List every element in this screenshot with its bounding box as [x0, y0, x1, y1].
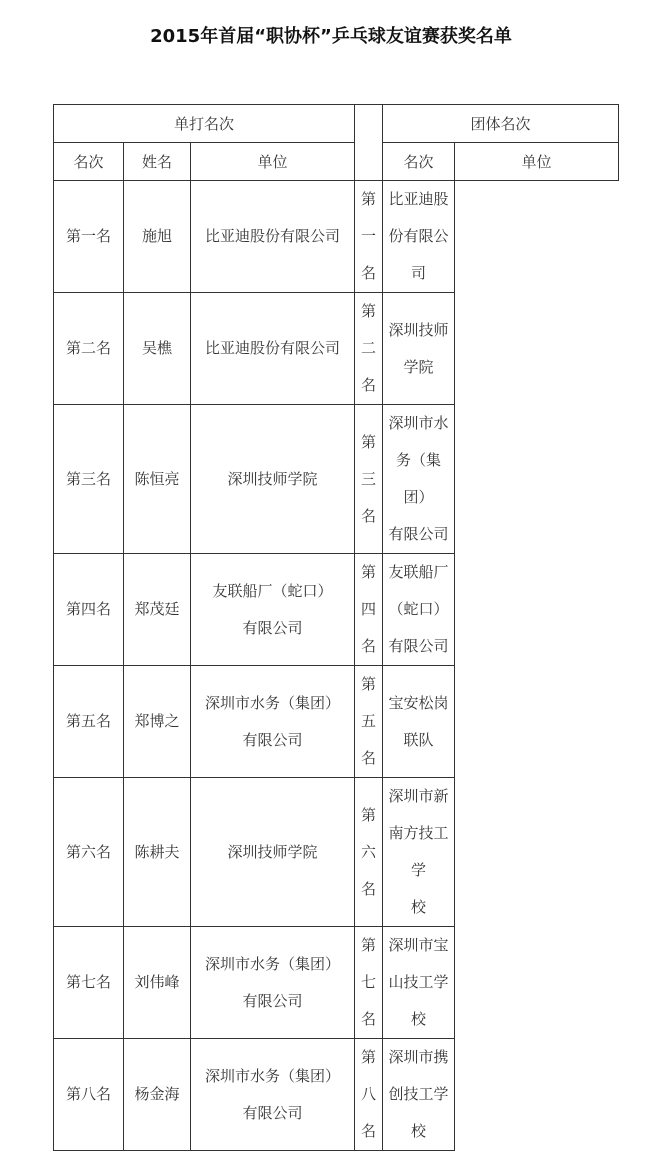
team-rank-cell [355, 927, 383, 1039]
cell-line: 第二名 [361, 302, 377, 394]
single-unit-cell [191, 293, 355, 405]
team-rank-cell [355, 666, 383, 778]
cell-line: 深圳市携创技工学校 [388, 1048, 449, 1140]
team-unit-header: 单位 [455, 143, 619, 181]
cell-line-2: 有限公司 [388, 525, 449, 543]
table-row [54, 1039, 619, 1151]
single-rank-header: 名次 [54, 143, 124, 181]
cell-line: 第六名 [361, 805, 377, 898]
cell-line: 第三名 [361, 432, 377, 525]
cell-line: 深圳市水务（集团） [205, 693, 341, 712]
cell-line: 比亚迪股份有限公司 [388, 190, 449, 282]
single-rank-cell [54, 778, 124, 927]
single-name-cell [124, 778, 191, 927]
column-divider [355, 105, 383, 181]
cell-line-2: 有限公司 [242, 1103, 303, 1122]
table-row [54, 778, 619, 927]
single-rank-cell [54, 293, 124, 405]
cell-line: 第四名 [361, 563, 377, 655]
cell-line: 第四名 [65, 600, 111, 618]
team-rank-cell [355, 1039, 383, 1151]
team-rank-cell [355, 778, 383, 927]
cell-line: 深圳市水务（集团） [205, 1066, 341, 1085]
cell-line: 第三名 [65, 469, 111, 488]
section-header-row [54, 105, 619, 143]
single-name-cell [124, 666, 191, 778]
team-unit-cell [383, 554, 455, 666]
cell-line: 宝安松岗联队 [388, 693, 449, 749]
table-row [54, 666, 619, 778]
single-name-header: 姓名 [124, 143, 191, 181]
single-rank-cell [54, 666, 124, 778]
cell-line: 杨金海 [134, 1085, 180, 1103]
single-rank-cell [54, 554, 124, 666]
cell-line: 比亚迪股份有限公司 [205, 339, 341, 357]
cell-line: 深圳技师学院 [227, 842, 318, 861]
single-unit-cell [191, 927, 355, 1039]
single-rank-cell [54, 405, 124, 554]
page-title: 2015年首届“职协杯”乒乓球友谊赛获奖名单 [150, 26, 512, 47]
cell-line: 第八名 [361, 1048, 377, 1140]
team-unit-cell [383, 181, 455, 293]
cell-line: 第二名 [65, 339, 111, 357]
single-name-cell [124, 405, 191, 554]
team-rank-cell [355, 554, 383, 666]
team-unit-cell [383, 927, 455, 1039]
cell-line: 友联船厂（蛇口） [212, 581, 333, 600]
cell-line: 陈恒亮 [134, 469, 180, 488]
cell-line: 第六名 [65, 842, 111, 861]
cell-line: 郑博之 [134, 712, 180, 730]
cell-line: 第五名 [361, 675, 377, 767]
cell-line-2: 有限公司 [242, 991, 303, 1010]
single-unit-cell [191, 554, 355, 666]
single-unit-cell [191, 666, 355, 778]
cell-line: 深圳市宝山技工学校 [388, 936, 449, 1028]
team-unit-cell [383, 405, 455, 554]
table-row [54, 405, 619, 554]
cell-line: 吴樵 [141, 339, 172, 357]
cell-line: 深圳技师学院 [388, 320, 449, 376]
team-rank-header: 名次 [383, 143, 455, 181]
table-row [54, 181, 619, 293]
cell-line-2: 有限公司 [242, 730, 303, 749]
cell-line: 第七名 [361, 936, 377, 1028]
team-section-header: 团体名次 [383, 105, 619, 143]
cell-line: 深圳市水务（集团） [205, 954, 341, 973]
single-unit-header: 单位 [191, 143, 355, 181]
cell-line: 陈耕夫 [134, 842, 180, 861]
cell-line: 施旭 [141, 227, 172, 245]
single-unit-cell [191, 405, 355, 554]
team-rank-cell [355, 181, 383, 293]
team-unit-cell [383, 1039, 455, 1151]
table-row [54, 293, 619, 405]
cell-line: 刘伟峰 [134, 973, 180, 991]
cell-line-2: 校 [411, 898, 427, 916]
team-unit-cell [383, 778, 455, 927]
single-name-cell [124, 181, 191, 293]
single-name-cell [124, 927, 191, 1039]
single-unit-cell [191, 1039, 355, 1151]
cell-line: 第一名 [65, 227, 111, 245]
single-unit-cell [191, 778, 355, 927]
single-name-cell [124, 554, 191, 666]
cell-line: 深圳市水务（集团） [388, 414, 449, 506]
cell-line: 深圳市新南方技工学 [388, 787, 449, 879]
cell-line: 比亚迪股份有限公司 [205, 227, 341, 245]
team-rank-cell [355, 293, 383, 405]
cell-line: 第七名 [65, 973, 111, 991]
cell-line: 第五名 [65, 712, 111, 730]
column-header-row [54, 143, 619, 181]
single-name-cell [124, 293, 191, 405]
team-unit-cell [383, 293, 455, 405]
cell-line: 郑茂廷 [134, 600, 180, 618]
cell-line-2: 有限公司 [242, 618, 303, 637]
cell-line: 第八名 [65, 1085, 111, 1103]
team-rank-cell [355, 405, 383, 554]
cell-line: 第一名 [361, 190, 377, 282]
cell-line: 友联船厂（蛇口） [388, 563, 449, 618]
single-unit-cell [191, 181, 355, 293]
single-rank-cell [54, 1039, 124, 1151]
team-unit-cell [383, 666, 455, 778]
single-rank-cell [54, 927, 124, 1039]
cell-line-2: 有限公司 [388, 637, 449, 655]
single-section-header: 单打名次 [54, 105, 355, 143]
awards-table [53, 104, 619, 1151]
table-row [54, 927, 619, 1039]
single-rank-cell [54, 181, 124, 293]
single-name-cell [124, 1039, 191, 1151]
table-row [54, 554, 619, 666]
cell-line: 深圳技师学院 [227, 469, 318, 488]
